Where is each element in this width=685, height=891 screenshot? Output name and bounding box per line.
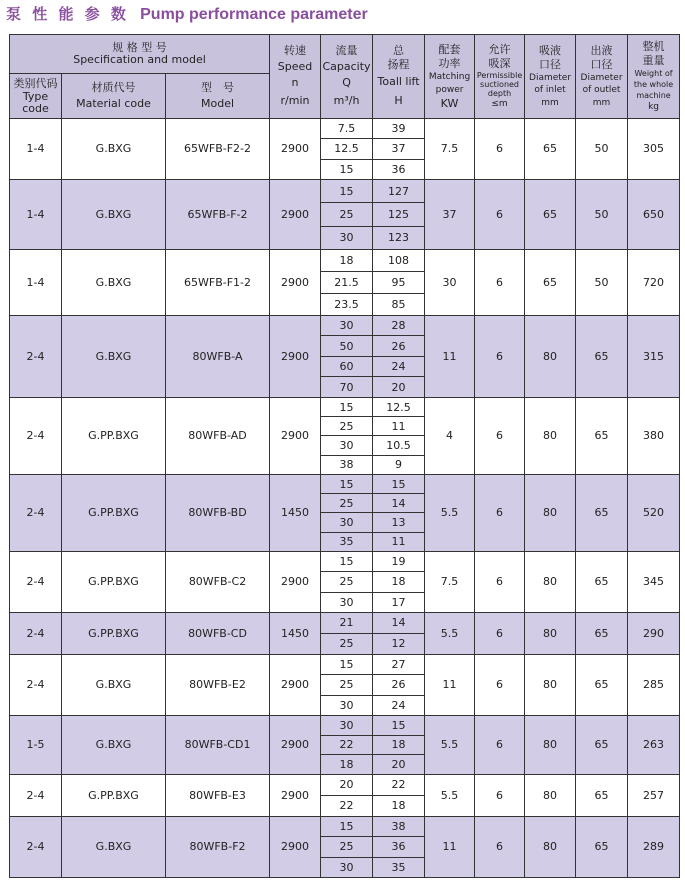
- lift-cell: 11: [373, 417, 425, 436]
- depth-cell: 6: [475, 715, 525, 774]
- type-code-cell: 2-4: [10, 474, 62, 551]
- header-material: [62, 74, 166, 119]
- lift-cell: 125: [373, 203, 425, 226]
- pump-parameter-table: [9, 34, 680, 878]
- lift-cell: 26: [373, 675, 425, 695]
- table-row: [10, 249, 680, 271]
- header-lift: [373, 35, 425, 119]
- material-code-cell: G.BXG: [62, 315, 166, 397]
- speed-cell: 2900: [270, 715, 321, 774]
- depth-cell: 6: [475, 119, 525, 180]
- header-speed-unit: r/min: [280, 94, 310, 107]
- power-cell: 30: [425, 249, 475, 315]
- inlet-cell: 80: [525, 816, 576, 877]
- header-lift-cn2: 扬程: [387, 57, 410, 71]
- depth-cell: 6: [475, 654, 525, 715]
- outlet-cell: 65: [576, 715, 628, 774]
- header-speed-en: Speed: [277, 60, 313, 73]
- header-weight-en2: the whole: [633, 80, 674, 89]
- lift-cell: 9: [373, 455, 425, 474]
- header-outlet-cn2: 口径: [590, 57, 613, 71]
- table-row: [10, 397, 680, 416]
- header-lift-cn1: 总: [393, 43, 405, 57]
- capacity-cell: 18: [321, 755, 373, 775]
- model-cell: 80WFB-F2: [166, 816, 270, 877]
- header-outlet-unit: mm: [592, 97, 611, 108]
- capacity-cell: 50: [321, 336, 373, 357]
- type-code-cell: 2-4: [10, 654, 62, 715]
- lift-cell: 37: [373, 139, 425, 159]
- inlet-cell: 80: [525, 551, 576, 612]
- depth-cell: 6: [475, 551, 525, 612]
- capacity-cell: 15: [321, 159, 373, 179]
- header-spec-cn: 规 格 型 号: [112, 41, 167, 54]
- material-code-cell: G.BXG: [62, 816, 166, 877]
- header-weight-en1: Weight of: [634, 69, 673, 78]
- weight-cell: 315: [628, 315, 680, 397]
- speed-cell: 1450: [270, 612, 321, 654]
- table-row: [10, 551, 680, 571]
- weight-cell: 305: [628, 119, 680, 180]
- header-power: [425, 35, 475, 119]
- capacity-cell: 15: [321, 654, 373, 674]
- model-cell: 65WFB-F-2: [166, 179, 270, 249]
- speed-cell: 2900: [270, 816, 321, 877]
- header-capacity-unit: m³/h: [333, 94, 360, 107]
- model-cell: 80WFB-AD: [166, 397, 270, 474]
- outlet-cell: 65: [576, 816, 628, 877]
- capacity-cell: 25: [321, 203, 373, 226]
- lift-cell: 95: [373, 271, 425, 293]
- lift-cell: 18: [373, 795, 425, 816]
- header-type-code-en1: Type: [22, 90, 49, 103]
- power-cell: 37: [425, 179, 475, 249]
- capacity-cell: 15: [321, 474, 373, 493]
- lift-cell: 39: [373, 119, 425, 139]
- model-cell: 80WFB-A: [166, 315, 270, 397]
- table-row: [10, 474, 680, 493]
- capacity-cell: 15: [321, 551, 373, 571]
- capacity-cell: 21.5: [321, 271, 373, 293]
- header-power-en1: Matching: [428, 71, 471, 82]
- capacity-cell: 22: [321, 795, 373, 816]
- capacity-cell: 25: [321, 572, 373, 592]
- lift-cell: 17: [373, 592, 425, 612]
- material-code-cell: G.PP.BXG: [62, 612, 166, 654]
- lift-cell: 10.5: [373, 436, 425, 455]
- table-row: [10, 774, 680, 795]
- type-code-cell: 2-4: [10, 397, 62, 474]
- material-code-cell: G.PP.BXG: [62, 474, 166, 551]
- inlet-cell: 80: [525, 474, 576, 551]
- capacity-cell: 70: [321, 377, 373, 398]
- header-type-code-cn: 类别代码: [13, 77, 58, 90]
- capacity-cell: 25: [321, 837, 373, 857]
- lift-cell: 15: [373, 474, 425, 493]
- capacity-cell: 7.5: [321, 119, 373, 139]
- header-depth-en1: Permissible: [476, 71, 523, 80]
- depth-cell: 6: [475, 397, 525, 474]
- depth-cell: 6: [475, 179, 525, 249]
- capacity-cell: 15: [321, 397, 373, 416]
- capacity-cell: 30: [321, 513, 373, 532]
- lift-cell: 24: [373, 356, 425, 377]
- type-code-cell: 1-4: [10, 249, 62, 315]
- material-code-cell: G.PP.BXG: [62, 774, 166, 816]
- lift-cell: 22: [373, 774, 425, 795]
- table-row: [10, 715, 680, 735]
- outlet-cell: 50: [576, 179, 628, 249]
- lift-cell: 35: [373, 857, 425, 877]
- table-row: [10, 612, 680, 633]
- lift-cell: 18: [373, 735, 425, 755]
- capacity-cell: 30: [321, 315, 373, 336]
- lift-cell: 38: [373, 816, 425, 836]
- speed-cell: 2900: [270, 315, 321, 397]
- depth-cell: 6: [475, 474, 525, 551]
- table-body: [10, 119, 680, 878]
- capacity-cell: 30: [321, 436, 373, 455]
- capacity-cell: 30: [321, 592, 373, 612]
- speed-cell: 2900: [270, 551, 321, 612]
- header-material-en: Material code: [76, 97, 151, 110]
- header-model-en: Model: [201, 97, 235, 110]
- capacity-cell: 25: [321, 633, 373, 654]
- outlet-cell: 65: [576, 654, 628, 715]
- lift-cell: 14: [373, 612, 425, 633]
- power-cell: 5.5: [425, 715, 475, 774]
- power-cell: 7.5: [425, 119, 475, 180]
- model-cell: 65WFB-F2-2: [166, 119, 270, 180]
- lift-cell: 18: [373, 572, 425, 592]
- capacity-cell: 30: [321, 226, 373, 249]
- power-cell: 11: [425, 315, 475, 397]
- lift-cell: 85: [373, 293, 425, 315]
- header-capacity-cn: 流量: [335, 44, 358, 57]
- table-row: [10, 654, 680, 674]
- material-code-cell: G.BXG: [62, 119, 166, 180]
- header-model-cn: 型 号: [201, 81, 235, 94]
- material-code-cell: G.BXG: [62, 179, 166, 249]
- header-depth-en2: suctioned: [480, 80, 520, 89]
- model-cell: 80WFB-E2: [166, 654, 270, 715]
- table-row: [10, 816, 680, 836]
- header-speed-cn: 转速: [284, 44, 307, 57]
- speed-cell: 2900: [270, 119, 321, 180]
- capacity-cell: 25: [321, 494, 373, 513]
- depth-cell: 6: [475, 612, 525, 654]
- header-lift-sym: H: [394, 93, 403, 107]
- header-weight-unit: kg: [648, 102, 659, 112]
- speed-cell: 2900: [270, 249, 321, 315]
- header-inlet-cn1: 吸液: [539, 43, 562, 57]
- material-code-cell: G.BXG: [62, 249, 166, 315]
- outlet-cell: 50: [576, 119, 628, 180]
- capacity-cell: 15: [321, 816, 373, 836]
- speed-cell: 2900: [270, 774, 321, 816]
- header-spec-en: Specification and model: [73, 53, 206, 66]
- header-depth: [475, 35, 525, 119]
- table-row: [10, 119, 680, 139]
- header-outlet: [576, 35, 628, 119]
- material-code-cell: G.BXG: [62, 654, 166, 715]
- speed-cell: 2900: [270, 654, 321, 715]
- model-cell: 80WFB-C2: [166, 551, 270, 612]
- model-cell: 80WFB-BD: [166, 474, 270, 551]
- weight-cell: 650: [628, 179, 680, 249]
- lift-cell: 123: [373, 226, 425, 249]
- lift-cell: 36: [373, 837, 425, 857]
- power-cell: 11: [425, 816, 475, 877]
- model-cell: 80WFB-CD1: [166, 715, 270, 774]
- header-depth-en3: depth: [487, 89, 512, 98]
- title-cn: 泵 性 能 参 数: [6, 5, 129, 23]
- model-cell: 65WFB-F1-2: [166, 249, 270, 315]
- type-code-cell: 1-4: [10, 179, 62, 249]
- depth-cell: 6: [475, 315, 525, 397]
- type-code-cell: 2-4: [10, 816, 62, 877]
- header-inlet-cn2: 口径: [539, 57, 562, 71]
- speed-cell: 2900: [270, 397, 321, 474]
- type-code-cell: 2-4: [10, 612, 62, 654]
- power-cell: 4: [425, 397, 475, 474]
- weight-cell: 345: [628, 551, 680, 612]
- model-cell: 80WFB-CD: [166, 612, 270, 654]
- power-cell: 5.5: [425, 474, 475, 551]
- header-speed: [270, 35, 321, 119]
- inlet-cell: 80: [525, 774, 576, 816]
- lift-cell: 14: [373, 494, 425, 513]
- header-type-code-en2: code: [22, 102, 49, 115]
- lift-cell: 26: [373, 336, 425, 357]
- type-code-cell: 1-4: [10, 119, 62, 180]
- inlet-cell: 80: [525, 612, 576, 654]
- lift-cell: 28: [373, 315, 425, 336]
- header-weight: [628, 35, 680, 119]
- inlet-cell: 65: [525, 179, 576, 249]
- capacity-cell: 15: [321, 179, 373, 202]
- lift-cell: 19: [373, 551, 425, 571]
- outlet-cell: 65: [576, 315, 628, 397]
- header-outlet-en1: Diameter: [580, 72, 623, 83]
- header-inlet-en1: Diameter: [529, 72, 572, 83]
- inlet-cell: 80: [525, 715, 576, 774]
- lift-cell: 11: [373, 532, 425, 551]
- header-power-en2: power: [435, 84, 464, 95]
- power-cell: 7.5: [425, 551, 475, 612]
- capacity-cell: 22: [321, 735, 373, 755]
- header-depth-unit: ≤m: [491, 99, 508, 109]
- weight-cell: 257: [628, 774, 680, 816]
- lift-cell: 27: [373, 654, 425, 674]
- header-model: [166, 74, 270, 119]
- capacity-cell: 12.5: [321, 139, 373, 159]
- capacity-cell: 21: [321, 612, 373, 633]
- outlet-cell: 65: [576, 612, 628, 654]
- weight-cell: 289: [628, 816, 680, 877]
- header-power-unit: KW: [440, 96, 459, 110]
- material-code-cell: G.BXG: [62, 715, 166, 774]
- header-weight-en3: machine: [636, 91, 671, 100]
- weight-cell: 380: [628, 397, 680, 474]
- capacity-cell: 35: [321, 532, 373, 551]
- type-code-cell: 2-4: [10, 774, 62, 816]
- capacity-cell: 20: [321, 774, 373, 795]
- capacity-cell: 30: [321, 695, 373, 715]
- depth-cell: 6: [475, 816, 525, 877]
- lift-cell: 108: [373, 249, 425, 271]
- inlet-cell: 65: [525, 249, 576, 315]
- lift-cell: 15: [373, 715, 425, 735]
- header-capacity: [321, 35, 373, 119]
- type-code-cell: 2-4: [10, 551, 62, 612]
- lift-cell: 12.5: [373, 397, 425, 416]
- outlet-cell: 65: [576, 551, 628, 612]
- outlet-cell: 65: [576, 774, 628, 816]
- header-inlet-unit: mm: [541, 97, 559, 108]
- inlet-cell: 65: [525, 119, 576, 180]
- header-depth-cn2: 吸深: [488, 57, 511, 70]
- header-weight-cn1: 整机: [642, 40, 665, 53]
- lift-cell: 20: [373, 377, 425, 398]
- weight-cell: 263: [628, 715, 680, 774]
- type-code-cell: 1-5: [10, 715, 62, 774]
- capacity-cell: 60: [321, 356, 373, 377]
- speed-cell: 1450: [270, 474, 321, 551]
- page-title: [6, 2, 368, 26]
- capacity-cell: 23.5: [321, 293, 373, 315]
- header-inlet: [525, 35, 576, 119]
- depth-cell: 6: [475, 774, 525, 816]
- header-power-cn2: 功率: [438, 56, 461, 70]
- weight-cell: 520: [628, 474, 680, 551]
- header-inlet-en2: of inlet: [534, 84, 566, 95]
- capacity-cell: 18: [321, 249, 373, 271]
- model-cell: 80WFB-E3: [166, 774, 270, 816]
- lift-cell: 127: [373, 179, 425, 202]
- header-power-cn1: 配套: [438, 42, 461, 56]
- header-outlet-cn1: 出液: [590, 43, 613, 57]
- table-row: [10, 179, 680, 202]
- outlet-cell: 50: [576, 249, 628, 315]
- title-en: Pump performance parameter: [140, 6, 368, 23]
- lift-cell: 13: [373, 513, 425, 532]
- lift-cell: 36: [373, 159, 425, 179]
- power-cell: 5.5: [425, 612, 475, 654]
- power-cell: 11: [425, 654, 475, 715]
- type-code-cell: 2-4: [10, 315, 62, 397]
- inlet-cell: 80: [525, 654, 576, 715]
- inlet-cell: 80: [525, 397, 576, 474]
- header-outlet-en2: of outlet: [582, 84, 621, 95]
- header-capacity-sym: Q: [342, 76, 351, 89]
- lift-cell: 24: [373, 695, 425, 715]
- header-depth-cn1: 允许: [488, 43, 511, 56]
- lift-cell: 20: [373, 755, 425, 775]
- header-weight-cn2: 重量: [642, 54, 665, 67]
- material-code-cell: G.PP.BXG: [62, 551, 166, 612]
- weight-cell: 720: [628, 249, 680, 315]
- header-specification: [10, 35, 270, 74]
- material-code-cell: G.PP.BXG: [62, 397, 166, 474]
- weight-cell: 290: [628, 612, 680, 654]
- outlet-cell: 65: [576, 397, 628, 474]
- header-type-code: [10, 74, 62, 119]
- inlet-cell: 80: [525, 315, 576, 397]
- depth-cell: 6: [475, 249, 525, 315]
- speed-cell: 2900: [270, 179, 321, 249]
- table-row: [10, 315, 680, 336]
- header-lift-en: Toall lift: [377, 74, 420, 88]
- capacity-cell: 30: [321, 715, 373, 735]
- header-speed-sym: n: [291, 76, 299, 89]
- header-capacity-en: Capacity: [322, 60, 371, 73]
- capacity-cell: 30: [321, 857, 373, 877]
- power-cell: 5.5: [425, 774, 475, 816]
- capacity-cell: 25: [321, 675, 373, 695]
- weight-cell: 285: [628, 654, 680, 715]
- lift-cell: 12: [373, 633, 425, 654]
- header-material-cn: 材质代号: [91, 81, 136, 94]
- outlet-cell: 65: [576, 474, 628, 551]
- capacity-cell: 25: [321, 417, 373, 436]
- capacity-cell: 38: [321, 455, 373, 474]
